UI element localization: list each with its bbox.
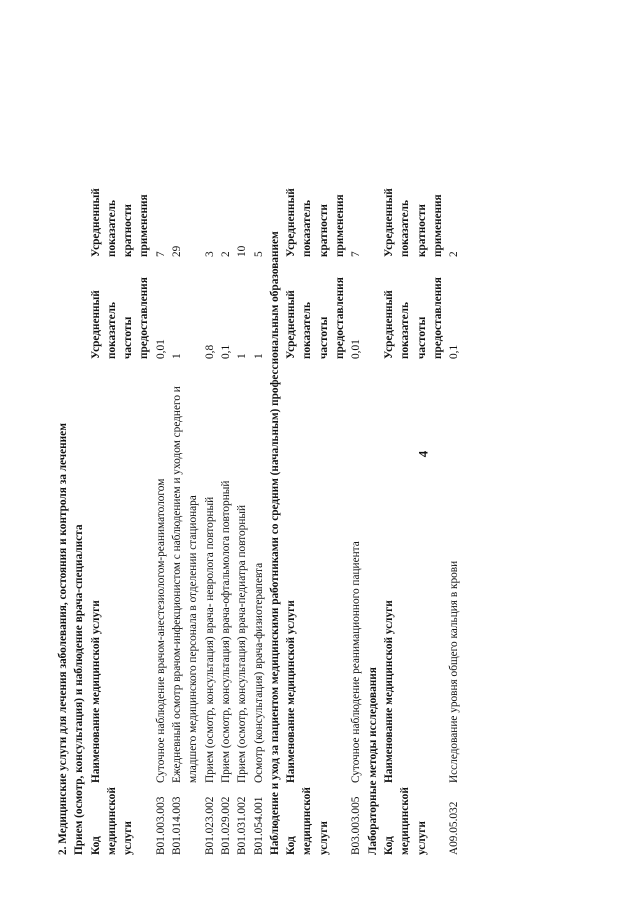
header-name: Наименование медицинской услуги — [89, 600, 102, 783]
services-table — [88, 155, 267, 855]
table-row — [251, 155, 267, 855]
table-row — [153, 155, 169, 855]
subsection-title: Лабораторные методы исследования — [366, 667, 379, 855]
service-code: B01.029.002 — [219, 796, 232, 855]
service-name: Прием (осмотр, консультация) врача-офтальмолога повторный — [219, 480, 232, 783]
service-name: Прием (осмотр, консультация) врача-педиатра повторный — [236, 504, 249, 783]
table-row — [202, 155, 218, 855]
table-row — [446, 155, 462, 855]
header-code: Код медицинской услуги — [89, 787, 135, 855]
service-code: B01.003.003 — [154, 796, 167, 855]
service-name: Прием (осмотр, консультация) врача- невролога повторный — [203, 496, 216, 783]
service-frequency: 0,01 — [154, 339, 167, 359]
table-header-row — [283, 155, 348, 855]
service-name: Ежедневный осмотр врачом-инфекционистом с наблюдением и уходом среднего и младшего медицинского персонала в отделении стационара — [171, 386, 200, 783]
service-frequency: 0,8 — [203, 344, 216, 359]
service-multiplicity: 2 — [448, 251, 461, 257]
service-code: B01.054.001 — [252, 796, 265, 855]
service-frequency: 0,1 — [448, 344, 461, 359]
services-table — [381, 155, 462, 855]
service-frequency: 1 — [252, 353, 265, 359]
header-code: Код медицинской услуги — [285, 787, 330, 855]
page-content — [55, 55, 635, 855]
table-row — [169, 155, 202, 855]
service-name: Исследование уровня общего кальция в крови — [448, 560, 461, 783]
header-name: Наименование медицинской услуги — [382, 600, 395, 783]
service-multiplicity: 3 — [203, 251, 216, 257]
table-row — [218, 155, 234, 855]
header-frequency: Усредненный показатель частоты предоставления — [89, 277, 151, 359]
service-frequency: 1 — [236, 353, 249, 359]
service-code: B01.014.003 — [171, 796, 184, 855]
service-multiplicity: 5 — [252, 251, 265, 257]
section-title: 2. Медицинские услуги для лечения заболевания, состояния и контроля за лечением — [57, 423, 69, 855]
header-multiplicity: Усредненный показатель кратности применения — [382, 188, 444, 257]
header-multiplicity: Усредненный показатель кратности применения — [285, 188, 347, 257]
table-header-row — [381, 155, 446, 855]
service-multiplicity: 2 — [219, 251, 232, 257]
table-header-row — [88, 155, 153, 855]
subsection-title: Наблюдение и уход за пациентом медицинскими работниками со средним (начальным) профессиональным образованием — [268, 231, 281, 855]
header-code: Код медицинской услуги — [382, 787, 428, 855]
service-name: Осмотр (консультация) врача-физиотерапевта — [252, 562, 265, 783]
service-code: B03.003.005 — [350, 796, 363, 855]
table-row — [348, 155, 364, 855]
service-multiplicity: 29 — [171, 245, 184, 257]
service-code: B01.031.002 — [236, 796, 249, 855]
table-row — [234, 155, 250, 855]
service-frequency: 0,1 — [219, 344, 232, 359]
header-name: Наименование медицинской услуги — [285, 600, 298, 783]
service-code: A09.05.032 — [448, 801, 461, 855]
service-name: Суточное наблюдение реанимационного пациента — [350, 541, 363, 783]
header-multiplicity: Усредненный показатель кратности применения — [89, 188, 151, 257]
services-table — [283, 155, 364, 855]
service-multiplicity: 7 — [154, 251, 167, 257]
page-number: 4 — [415, 450, 431, 458]
service-frequency: 1 — [171, 353, 184, 359]
service-frequency: 0,01 — [350, 339, 363, 359]
service-multiplicity: 7 — [350, 251, 363, 257]
service-multiplicity: 10 — [236, 245, 249, 257]
subsection-title: Прием (осмотр, консультация) и наблюдение врача-специалиста — [73, 524, 86, 855]
service-code: B01.023.002 — [203, 796, 216, 855]
header-frequency: Усредненный показатель частоты предоставления — [285, 277, 347, 359]
service-name: Суточное наблюдение врачом-анестезиологом-реаниматологом — [154, 478, 167, 783]
header-frequency: Усредненный показатель частоты предоставления — [382, 277, 444, 359]
